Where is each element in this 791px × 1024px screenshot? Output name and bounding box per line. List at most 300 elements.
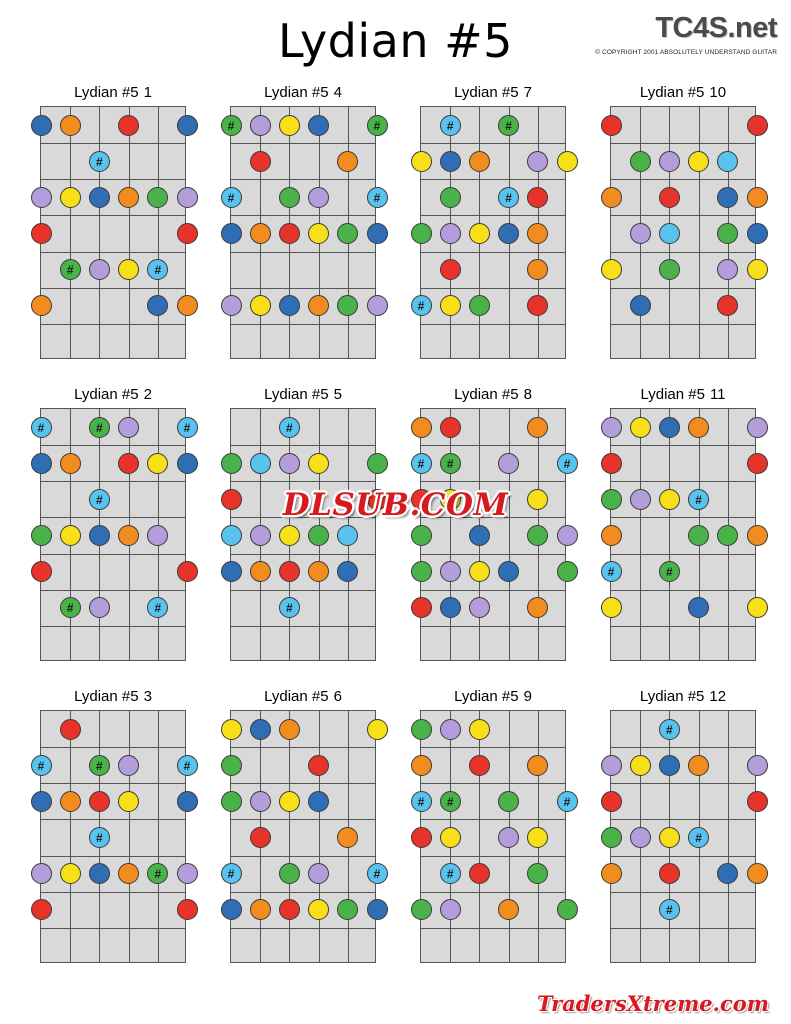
note-marker	[411, 719, 432, 740]
note-marker	[557, 525, 578, 546]
fret-line	[611, 252, 755, 253]
note-marker	[221, 223, 242, 244]
brand-block	[595, 12, 777, 56]
page-title: Lydian #5	[278, 14, 513, 68]
note-marker	[308, 561, 329, 582]
fret-line	[611, 626, 755, 627]
fretboard	[610, 710, 756, 963]
note-marker: #	[688, 827, 709, 848]
note-marker	[221, 719, 242, 740]
diagram-title: Lydian #5	[264, 688, 329, 705]
fret-line	[41, 783, 185, 784]
note-marker	[659, 417, 680, 438]
fret-line	[231, 554, 375, 555]
fret-line	[231, 783, 375, 784]
note-marker	[31, 791, 52, 812]
note-marker	[31, 295, 52, 316]
note-marker	[118, 755, 139, 776]
fret-line	[231, 747, 375, 748]
note-marker	[659, 827, 680, 848]
note-marker	[688, 151, 709, 172]
fret-line	[611, 747, 755, 748]
note-marker	[221, 453, 242, 474]
fret-line	[231, 928, 375, 929]
note-marker	[279, 561, 300, 582]
note-marker	[601, 453, 622, 474]
fretboard	[417, 106, 566, 359]
note-marker	[527, 295, 548, 316]
fret-line	[41, 324, 185, 325]
note-marker	[688, 417, 709, 438]
fret-line	[421, 324, 565, 325]
fret-line	[421, 783, 565, 784]
fret-line	[41, 554, 185, 555]
diagram-number: 2	[143, 386, 152, 403]
note-marker	[557, 151, 578, 172]
diagram-title: Lydian #5	[639, 688, 705, 705]
fret-line	[231, 856, 375, 857]
fretboard	[37, 710, 191, 963]
fret-line	[231, 481, 375, 482]
fret-line	[611, 288, 755, 289]
note-marker	[411, 525, 432, 546]
note-marker: #	[659, 561, 680, 582]
fret-line	[421, 819, 565, 820]
note-marker	[60, 719, 81, 740]
note-marker	[250, 453, 271, 474]
note-marker	[337, 827, 358, 848]
note-marker	[177, 295, 198, 316]
diagram-grid	[18, 84, 778, 988]
note-marker	[177, 791, 198, 812]
note-marker	[717, 187, 738, 208]
note-marker	[60, 115, 81, 136]
note-marker	[31, 453, 52, 474]
note-marker	[60, 863, 81, 884]
note-marker	[527, 827, 548, 848]
fret-line	[41, 481, 185, 482]
fret-line	[41, 445, 185, 446]
note-marker	[279, 295, 300, 316]
note-marker	[31, 899, 52, 920]
fret-line	[611, 554, 755, 555]
note-marker: #	[177, 755, 198, 776]
scale-diagram	[18, 688, 208, 988]
string-line	[699, 107, 700, 358]
diagram-header	[398, 84, 588, 106]
note-marker	[31, 863, 52, 884]
note-marker: #	[60, 259, 81, 280]
note-marker: #	[659, 899, 680, 920]
fret-line	[611, 928, 755, 929]
note-marker	[118, 453, 139, 474]
diagram-title: Lydian #5	[454, 386, 519, 403]
note-marker: #	[440, 115, 461, 136]
note-marker	[367, 223, 388, 244]
string-line	[669, 409, 670, 660]
diagram-header	[398, 386, 588, 408]
note-marker	[527, 597, 548, 618]
note-marker	[250, 791, 271, 812]
note-marker	[411, 151, 432, 172]
note-marker	[279, 223, 300, 244]
note-marker	[177, 453, 198, 474]
diagram-number: 4	[333, 84, 342, 101]
fret-line	[231, 288, 375, 289]
note-marker	[601, 525, 622, 546]
note-marker	[747, 223, 768, 244]
note-marker	[279, 719, 300, 740]
note-marker	[89, 791, 110, 812]
note-marker	[250, 223, 271, 244]
note-marker	[601, 259, 622, 280]
note-marker	[89, 187, 110, 208]
note-marker	[250, 115, 271, 136]
note-marker	[717, 259, 738, 280]
note-marker	[308, 115, 329, 136]
note-marker	[601, 115, 622, 136]
note-marker	[527, 417, 548, 438]
note-marker	[440, 597, 461, 618]
note-marker	[747, 453, 768, 474]
fret-line	[231, 215, 375, 216]
note-marker	[601, 187, 622, 208]
note-marker	[118, 259, 139, 280]
note-marker	[659, 151, 680, 172]
note-marker	[89, 259, 110, 280]
diagram-title: Lydian #5	[640, 386, 705, 403]
scale-diagram	[398, 386, 588, 686]
note-marker: #	[177, 417, 198, 438]
diagram-number: 11	[709, 386, 726, 403]
note-marker: #	[440, 791, 461, 812]
note-marker	[440, 187, 461, 208]
note-marker: #	[367, 863, 388, 884]
note-marker	[147, 295, 168, 316]
fret-line	[421, 590, 565, 591]
note-marker: #	[31, 417, 52, 438]
note-marker	[469, 863, 490, 884]
note-marker	[221, 561, 242, 582]
fretboard	[417, 710, 571, 963]
note-marker	[411, 899, 432, 920]
note-marker	[118, 115, 139, 136]
note-marker	[337, 223, 358, 244]
string-line	[99, 107, 100, 358]
note-marker: #	[147, 597, 168, 618]
string-line	[450, 409, 451, 660]
note-marker	[630, 295, 651, 316]
note-marker	[411, 561, 432, 582]
fret-line	[611, 481, 755, 482]
note-marker	[118, 417, 139, 438]
fret-line	[421, 856, 565, 857]
note-marker	[688, 525, 709, 546]
note-marker	[118, 863, 139, 884]
fret-line	[611, 215, 755, 216]
fret-line	[231, 626, 375, 627]
note-marker	[747, 187, 768, 208]
fret-line	[421, 288, 565, 289]
string-line	[289, 711, 290, 962]
note-marker: #	[411, 295, 432, 316]
fret-line	[41, 856, 185, 857]
fretboard	[610, 106, 756, 359]
note-marker	[279, 791, 300, 812]
note-marker	[717, 223, 738, 244]
note-marker: #	[557, 791, 578, 812]
note-marker	[367, 453, 388, 474]
note-marker: #	[557, 453, 578, 474]
string-line	[129, 711, 130, 962]
string-line	[479, 711, 480, 962]
note-marker	[279, 899, 300, 920]
note-marker	[250, 561, 271, 582]
note-marker	[411, 827, 432, 848]
note-marker	[367, 719, 388, 740]
note-marker	[221, 755, 242, 776]
note-marker	[440, 899, 461, 920]
note-marker	[411, 417, 432, 438]
note-marker	[527, 223, 548, 244]
brand-logo: TC4S.net	[655, 12, 777, 44]
note-marker	[498, 791, 519, 812]
diagram-number: 5	[333, 386, 342, 403]
note-marker: #	[688, 489, 709, 510]
string-line	[158, 107, 159, 358]
note-marker	[60, 187, 81, 208]
diagram-header	[18, 84, 208, 106]
diagram-title: Lydian #5	[74, 386, 139, 403]
diagram-title: Lydian #5	[264, 84, 329, 101]
note-marker	[630, 755, 651, 776]
diagram-header	[18, 688, 208, 710]
fret-line	[231, 445, 375, 446]
note-marker	[31, 187, 52, 208]
note-marker	[747, 791, 768, 812]
fret-line	[611, 892, 755, 893]
diagram-header	[588, 84, 778, 106]
fret-line	[41, 590, 185, 591]
fret-line	[421, 179, 565, 180]
diagram-header	[208, 386, 398, 408]
diagram-number: 10	[709, 84, 727, 101]
note-marker	[659, 755, 680, 776]
note-marker	[630, 827, 651, 848]
fret-line	[421, 143, 565, 144]
note-marker	[411, 223, 432, 244]
note-marker	[747, 259, 768, 280]
note-marker	[659, 259, 680, 280]
note-marker	[308, 791, 329, 812]
note-marker	[747, 115, 768, 136]
fret-line	[421, 252, 565, 253]
scale-diagram	[398, 84, 588, 384]
note-marker	[717, 151, 738, 172]
string-line	[728, 711, 729, 962]
string-line	[640, 409, 641, 660]
diagram-header	[398, 688, 588, 710]
note-marker	[337, 899, 358, 920]
note-marker	[250, 719, 271, 740]
note-marker	[601, 755, 622, 776]
diagram-number: 1	[143, 84, 152, 101]
note-marker	[279, 525, 300, 546]
note-marker	[601, 417, 622, 438]
fret-line	[421, 554, 565, 555]
note-marker	[440, 151, 461, 172]
diagram-title: Lydian #5	[74, 688, 139, 705]
note-marker	[717, 863, 738, 884]
note-marker	[411, 597, 432, 618]
scale-diagram	[588, 386, 778, 686]
watermark-tradersxtreme: TradersXtreme.com	[536, 991, 769, 1016]
note-marker: #	[659, 719, 680, 740]
fret-line	[421, 892, 565, 893]
note-marker	[747, 525, 768, 546]
note-marker	[147, 525, 168, 546]
note-marker	[221, 899, 242, 920]
note-marker	[337, 561, 358, 582]
string-line	[129, 107, 130, 358]
note-marker	[498, 453, 519, 474]
note-marker	[177, 115, 198, 136]
fret-line	[41, 892, 185, 893]
note-marker	[601, 791, 622, 812]
note-marker	[498, 827, 519, 848]
fret-line	[231, 819, 375, 820]
note-marker	[147, 187, 168, 208]
fret-line	[611, 590, 755, 591]
note-marker: #	[89, 151, 110, 172]
fret-line	[41, 252, 185, 253]
note-marker	[469, 223, 490, 244]
note-marker: #	[367, 187, 388, 208]
note-marker	[308, 899, 329, 920]
note-marker	[630, 151, 651, 172]
fret-line	[421, 481, 565, 482]
fret-line	[611, 143, 755, 144]
diagram-number: 6	[333, 688, 342, 705]
note-marker: #	[89, 827, 110, 848]
note-marker	[31, 115, 52, 136]
note-marker	[440, 223, 461, 244]
note-marker: #	[89, 489, 110, 510]
note-marker	[367, 899, 388, 920]
note-marker: #	[601, 561, 622, 582]
note-marker	[279, 187, 300, 208]
note-marker	[440, 417, 461, 438]
note-marker	[89, 525, 110, 546]
note-marker: #	[498, 187, 519, 208]
diagram-title: Lydian #5	[454, 688, 519, 705]
note-marker: #	[89, 417, 110, 438]
note-marker	[688, 755, 709, 776]
fret-line	[41, 928, 185, 929]
diagram-number: 7	[523, 84, 532, 101]
note-marker	[557, 561, 578, 582]
note-marker	[308, 223, 329, 244]
note-marker	[250, 295, 271, 316]
note-marker	[659, 187, 680, 208]
fret-line	[611, 445, 755, 446]
note-marker	[221, 525, 242, 546]
note-marker	[630, 223, 651, 244]
note-marker	[337, 295, 358, 316]
diagram-header	[208, 688, 398, 710]
note-marker	[469, 295, 490, 316]
note-marker	[31, 525, 52, 546]
note-marker	[717, 525, 738, 546]
note-marker	[469, 755, 490, 776]
scale-diagram	[18, 84, 208, 384]
note-marker: #	[279, 597, 300, 618]
note-marker: #	[89, 755, 110, 776]
diagram-number: 8	[523, 386, 532, 403]
note-marker	[337, 525, 358, 546]
fret-line	[231, 324, 375, 325]
note-marker	[440, 295, 461, 316]
note-marker	[440, 719, 461, 740]
note-marker	[308, 525, 329, 546]
note-marker	[469, 151, 490, 172]
note-marker	[308, 295, 329, 316]
note-marker: #	[147, 863, 168, 884]
note-marker	[177, 187, 198, 208]
note-marker	[308, 187, 329, 208]
string-line	[509, 409, 510, 660]
fret-line	[611, 324, 755, 325]
fret-line	[41, 215, 185, 216]
note-marker	[557, 899, 578, 920]
note-marker	[601, 597, 622, 618]
note-marker	[601, 863, 622, 884]
fret-line	[611, 819, 755, 820]
note-marker	[60, 791, 81, 812]
note-marker	[527, 525, 548, 546]
note-marker	[177, 561, 198, 582]
note-marker	[688, 597, 709, 618]
note-marker	[440, 561, 461, 582]
note-marker	[337, 151, 358, 172]
note-marker	[308, 863, 329, 884]
diagram-title: Lydian #5	[264, 386, 329, 403]
note-marker	[177, 223, 198, 244]
note-marker	[630, 417, 651, 438]
note-marker	[31, 561, 52, 582]
fret-line	[611, 179, 755, 180]
note-marker	[527, 755, 548, 776]
diagram-title: Lydian #5	[454, 84, 519, 101]
scale-diagram	[18, 386, 208, 686]
note-marker	[118, 187, 139, 208]
fret-line	[421, 747, 565, 748]
note-marker: #	[221, 863, 242, 884]
note-marker	[31, 223, 52, 244]
note-marker: #	[279, 417, 300, 438]
note-marker	[498, 899, 519, 920]
diagram-title: Lydian #5	[74, 84, 139, 101]
note-marker	[147, 453, 168, 474]
note-marker	[177, 863, 198, 884]
diagram-header	[588, 688, 778, 710]
fret-line	[41, 288, 185, 289]
diagram-number: 3	[143, 688, 152, 705]
note-marker: #	[60, 597, 81, 618]
diagram-number: 12	[709, 688, 727, 705]
note-marker	[308, 755, 329, 776]
note-marker	[367, 295, 388, 316]
